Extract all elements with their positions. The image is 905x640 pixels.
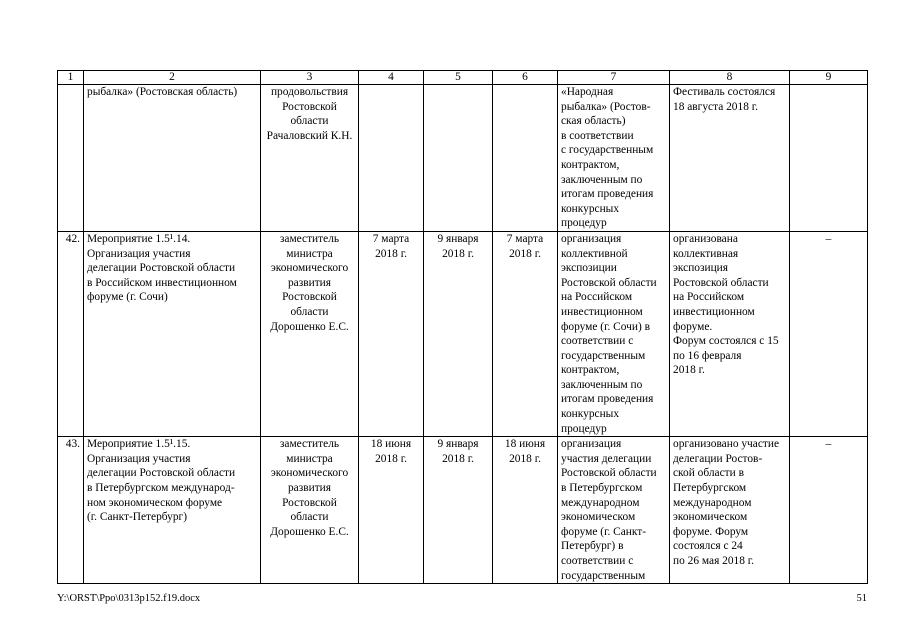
start-date-cell	[424, 231, 493, 436]
note-cell	[790, 85, 868, 232]
cell-line: Форум состоялся с 15	[673, 335, 779, 348]
cell-line: ном экономическом форуме	[87, 496, 223, 509]
cell-line: 9 января	[437, 232, 479, 245]
event-title-cell	[84, 437, 261, 584]
cell-line: «Народная	[561, 86, 614, 98]
cell-line: в Петербургском международ-	[87, 482, 235, 495]
cell-line: Дорошенко Е.С.	[270, 320, 349, 333]
cell-line: соответствии с	[561, 555, 634, 567]
cell-line: в Российском инвестиционном	[87, 276, 237, 289]
cell-line: 2018 г.	[375, 247, 407, 260]
start-date-cell	[424, 85, 493, 232]
cell-line: международном	[673, 496, 752, 509]
cell-line: Организация участия	[87, 247, 191, 260]
cell-line: инвестиционном	[561, 305, 643, 318]
end-date-cell	[493, 437, 558, 584]
cell-line: продовольствия	[270, 86, 349, 98]
cell-line: участия делегации	[561, 452, 652, 465]
cell-line: форуме (г. Санкт-	[561, 525, 647, 538]
cell-line: заключенным по	[561, 173, 643, 186]
responsible-cell	[261, 85, 359, 232]
column-header-4: 4	[359, 71, 424, 85]
cell-line: международном	[561, 496, 640, 509]
cell-line: области	[290, 115, 329, 128]
cell-line: –	[825, 232, 832, 245]
cell-line: форуме (г. Сочи)	[87, 291, 168, 304]
cell-line: 7 марта	[506, 232, 544, 245]
cell-line: заместитель	[279, 438, 340, 451]
cell-line: состоялся с 24	[673, 540, 743, 553]
column-header-7: 7	[558, 71, 670, 85]
cell-line: делегации Ростовской области	[87, 262, 236, 275]
cell-line: Дорошенко Е.С.	[270, 525, 349, 538]
planned-result-cell	[558, 437, 670, 584]
cell-line: итогам проведения	[561, 188, 654, 201]
cell-line: 2018 г.	[509, 247, 541, 260]
cell-line: заместитель	[279, 232, 340, 245]
cell-line: 2018 г.	[509, 452, 541, 465]
cell-line: экономического	[270, 467, 349, 480]
footer-page-number: 51	[856, 593, 867, 604]
cell-line: Ростовской	[282, 291, 337, 304]
cell-line: Ростовской	[282, 496, 337, 509]
cell-line: 18 июня	[504, 438, 546, 451]
cell-line: министра	[286, 452, 333, 465]
cell-line: рыбалка» (Ростовская область)	[87, 86, 238, 98]
cell-line: в соответствии	[561, 129, 634, 142]
actual-result-cell	[670, 231, 790, 436]
table-row	[58, 231, 868, 436]
planned-date-cell	[359, 85, 424, 232]
cell-line: Петербург) в	[561, 540, 624, 553]
column-header-9: 9	[790, 71, 868, 85]
column-header-2: 2	[84, 71, 261, 85]
note-cell	[790, 231, 868, 436]
responsible-cell	[261, 437, 359, 584]
cell-line: форуме. Форум	[673, 525, 749, 538]
cell-line: 7 марта	[372, 232, 410, 245]
cell-line: соответствии с	[561, 335, 634, 348]
cell-line: Рачаловский К.Н.	[266, 129, 353, 142]
cell-line: экспозиция	[673, 262, 729, 275]
column-header-3: 3	[261, 71, 359, 85]
planned-date-cell	[359, 231, 424, 436]
cell-line: рыбалка» (Ростов-	[561, 100, 651, 113]
cell-line: контрактом,	[561, 158, 620, 171]
cell-line: по 16 февраля	[673, 349, 742, 362]
events-table	[57, 70, 868, 584]
row-number-cell: 42.	[58, 231, 84, 436]
cell-line: ская область)	[561, 115, 626, 128]
cell-line: 9 января	[437, 438, 479, 451]
cell-line: форуме (г. Сочи) в	[561, 320, 650, 333]
cell-line: конкурсных	[561, 408, 620, 421]
footer-file-path: Y:\ORST\Ppo\0313p152.f19.docx	[57, 593, 201, 604]
cell-line: государственным	[561, 349, 646, 362]
cell-line: 2018 г.	[442, 452, 474, 465]
end-date-cell	[493, 85, 558, 232]
cell-line: процедур	[561, 422, 607, 435]
event-title-cell	[84, 85, 261, 232]
column-header-1: 1	[58, 71, 84, 85]
cell-line: инвестиционном	[673, 305, 755, 318]
cell-line: Ростовской области	[561, 467, 657, 480]
cell-line: Организация участия	[87, 452, 191, 465]
cell-line: развития	[287, 276, 332, 289]
cell-line: по 26 мая 2018 г.	[673, 555, 755, 567]
responsible-cell	[261, 231, 359, 436]
cell-line: области	[290, 511, 329, 524]
cell-line: итогам проведения	[561, 393, 654, 406]
cell-line: организация	[561, 438, 622, 451]
cell-line: 2018 г.	[673, 364, 705, 377]
column-header-6: 6	[493, 71, 558, 85]
cell-line: Ростовской области	[561, 276, 657, 289]
cell-line: Ростовской	[282, 100, 337, 113]
cell-line: развития	[287, 482, 332, 495]
cell-line: Ростовской области	[673, 276, 769, 289]
cell-line: организовано участие	[673, 438, 780, 451]
row-number-cell	[58, 85, 84, 232]
cell-line: контрактом,	[561, 364, 620, 377]
cell-line: коллективная	[673, 247, 739, 260]
cell-line: министра	[286, 247, 333, 260]
cell-line: с государственным	[561, 144, 654, 157]
cell-line: организована	[673, 232, 738, 245]
row-number-cell: 43.	[58, 437, 84, 584]
note-cell	[790, 437, 868, 584]
cell-line: конкурсных	[561, 202, 620, 215]
table-row	[58, 437, 868, 584]
cell-line: Фестиваль состоялся	[673, 86, 776, 98]
cell-line: Мероприятие 1.5¹.14.	[87, 232, 191, 245]
cell-line: на Российском	[673, 291, 745, 304]
cell-line: 18 августа 2018 г.	[673, 100, 758, 113]
cell-line: экономическом	[561, 511, 636, 524]
cell-line: экономического	[270, 262, 349, 275]
cell-line: экспозиции	[561, 262, 617, 275]
column-header-8: 8	[670, 71, 790, 85]
cell-line: области	[290, 305, 329, 318]
cell-line: делегации Ростовской области	[87, 467, 236, 480]
cell-line: Петербургском	[673, 482, 747, 495]
cell-line: экономическом	[673, 511, 748, 524]
column-header-5: 5	[424, 71, 493, 85]
cell-line: форуме.	[673, 320, 713, 333]
header-row	[58, 71, 868, 85]
cell-line: заключенным по	[561, 378, 643, 391]
actual-result-cell	[670, 437, 790, 584]
cell-line: организация	[561, 232, 622, 245]
cell-line: коллективной	[561, 247, 628, 260]
cell-line: 2018 г.	[375, 452, 407, 465]
start-date-cell	[424, 437, 493, 584]
planned-result-cell	[558, 85, 670, 232]
cell-line: –	[825, 438, 832, 451]
cell-line: 18 июня	[370, 438, 412, 451]
cell-line: (г. Санкт-Петербург)	[87, 511, 188, 524]
planned-date-cell	[359, 437, 424, 584]
cell-line: государственным	[561, 569, 646, 582]
cell-line: процедур	[561, 217, 607, 230]
cell-line: 2018 г.	[442, 247, 474, 260]
actual-result-cell	[670, 85, 790, 232]
table-row	[58, 85, 868, 232]
cell-line: на Российском	[561, 291, 633, 304]
cell-line: делегации Ростов-	[673, 452, 763, 465]
event-title-cell	[84, 231, 261, 436]
cell-line: ской области в	[673, 467, 744, 480]
cell-line: Мероприятие 1.5¹.15.	[87, 438, 191, 451]
end-date-cell	[493, 231, 558, 436]
cell-line: в Петербургском	[561, 482, 643, 495]
planned-result-cell	[558, 231, 670, 436]
